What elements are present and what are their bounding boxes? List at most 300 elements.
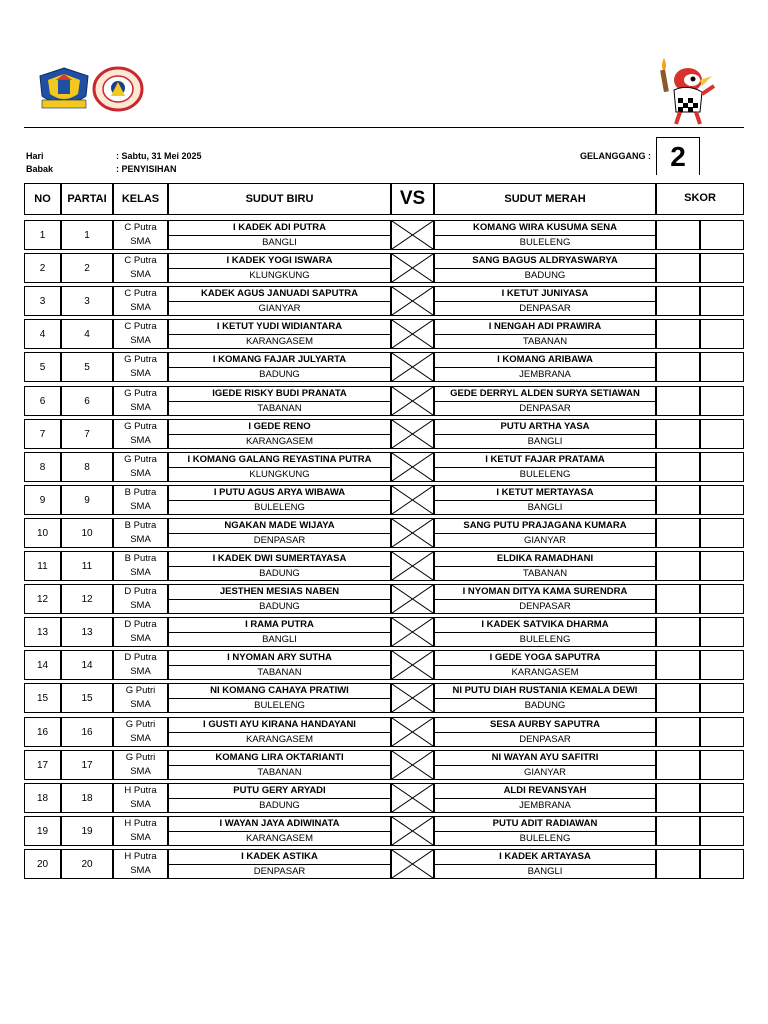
vs-cross-icon: [391, 617, 434, 647]
score-red-cell[interactable]: [700, 750, 744, 780]
red-athlete-name: SESA AURBY SAPUTRA: [435, 718, 655, 733]
table-row: [24, 518, 744, 548]
blue-corner: [168, 286, 391, 316]
red-athlete-team: BADUNG: [524, 699, 566, 711]
red-corner: [434, 319, 656, 349]
table-row: [24, 717, 744, 747]
match-partai: 13: [61, 617, 113, 647]
match-kelas: [113, 617, 168, 647]
match-kelas: [113, 518, 168, 548]
blue-athlete-name: IGEDE RISKY BUDI PRANATA: [169, 387, 390, 402]
red-corner: [434, 617, 656, 647]
col-header-kelas: KELAS: [113, 183, 168, 215]
score-blue-cell[interactable]: [656, 452, 700, 482]
match-no: 15: [24, 683, 61, 713]
blue-corner: [168, 319, 391, 349]
kelas-name: C Putra: [124, 321, 157, 333]
red-corner: [434, 286, 656, 316]
red-athlete-team: JEMBRANA: [519, 799, 571, 811]
vs-cross-icon: [391, 683, 434, 713]
table-row: [24, 485, 744, 515]
kelas-name: D Putra: [124, 586, 157, 598]
match-kelas: [113, 783, 168, 813]
blue-athlete-name: NI KOMANG CAHAYA PRATIWI: [169, 684, 390, 699]
score-blue-cell[interactable]: [656, 551, 700, 581]
match-kelas: [113, 683, 168, 713]
kelas-name: G Putra: [124, 454, 157, 466]
red-athlete-team: DENPASAR: [519, 402, 571, 414]
kelas-name: D Putra: [124, 619, 157, 631]
red-athlete-name: SANG PUTU PRAJAGANA KUMARA: [435, 519, 655, 534]
blue-athlete-team: KARANGASEM: [245, 832, 314, 844]
red-athlete-team: DENPASAR: [519, 302, 571, 314]
table-row: [24, 220, 744, 250]
blue-athlete-name: I PUTU AGUS ARYA WIBAWA: [169, 486, 390, 501]
blue-athlete-team: TABANAN: [257, 402, 302, 414]
match-kelas: [113, 286, 168, 316]
kelas-level: SMA: [130, 435, 151, 447]
kelas-name: G Putri: [125, 719, 156, 731]
blue-corner: [168, 518, 391, 548]
match-kelas: [113, 419, 168, 449]
kelas-level: SMA: [130, 633, 151, 645]
blue-athlete-name: NGAKAN MADE WIJAYA: [169, 519, 390, 534]
blue-athlete-name: KOMANG LIRA OKTARIANTI: [169, 751, 390, 766]
score-red-cell[interactable]: [700, 783, 744, 813]
table-row: [24, 253, 744, 283]
blue-athlete-team: KLUNGKUNG: [249, 468, 310, 480]
match-kelas: [113, 319, 168, 349]
hari-value: : Sabtu, 31 Mei 2025: [116, 151, 202, 161]
match-no: 1: [24, 220, 61, 250]
match-partai: 18: [61, 783, 113, 813]
red-athlete-team: DENPASAR: [519, 733, 571, 745]
match-partai: 17: [61, 750, 113, 780]
vs-cross-icon: [391, 286, 434, 316]
score-blue-cell[interactable]: [656, 617, 700, 647]
match-no: 6: [24, 386, 61, 416]
score-red-cell[interactable]: [700, 518, 744, 548]
score-red-cell[interactable]: [700, 650, 744, 680]
kelas-level: SMA: [130, 666, 151, 678]
match-kelas: [113, 386, 168, 416]
table-row: [24, 584, 744, 614]
score-blue-cell[interactable]: [656, 386, 700, 416]
score-red-cell[interactable]: [700, 452, 744, 482]
red-athlete-team: BANGLI: [527, 435, 563, 447]
babak-value: : PENYISIHAN: [116, 164, 177, 174]
score-red-cell[interactable]: [700, 319, 744, 349]
table-row: [24, 452, 744, 482]
col-header-partai: PARTAI: [61, 183, 113, 215]
match-no: 13: [24, 617, 61, 647]
match-no: 14: [24, 650, 61, 680]
blue-athlete-team: KARANGASEM: [245, 335, 314, 347]
match-kelas: [113, 253, 168, 283]
kelas-level: SMA: [130, 699, 151, 711]
red-athlete-team: GIANYAR: [523, 766, 567, 778]
score-red-cell[interactable]: [700, 617, 744, 647]
score-blue-cell[interactable]: [656, 518, 700, 548]
blue-athlete-team: KARANGASEM: [245, 435, 314, 447]
col-header-skor: SKOR: [656, 183, 744, 215]
kelas-name: H Putra: [124, 818, 157, 830]
match-no: 4: [24, 319, 61, 349]
blue-athlete-name: I KETUT YUDI WIDIANTARA: [169, 320, 390, 335]
match-no: 12: [24, 584, 61, 614]
vs-cross-icon: [391, 551, 434, 581]
match-no: 7: [24, 419, 61, 449]
score-blue-cell[interactable]: [656, 419, 700, 449]
red-athlete-name: I KOMANG ARIBAWA: [435, 353, 655, 368]
score-red-cell[interactable]: [700, 717, 744, 747]
blue-corner: [168, 650, 391, 680]
blue-athlete-team: KARANGASEM: [245, 733, 314, 745]
ipsi-logo-icon: [92, 66, 144, 112]
score-blue-cell[interactable]: [656, 352, 700, 382]
kelas-level: SMA: [130, 832, 151, 844]
blue-corner: [168, 584, 391, 614]
match-partai: 14: [61, 650, 113, 680]
vs-cross-icon: [391, 783, 434, 813]
score-red-cell[interactable]: [700, 352, 744, 382]
vs-cross-icon: [391, 518, 434, 548]
red-athlete-team: GIANYAR: [523, 534, 567, 546]
blue-athlete-team: BULELENG: [254, 501, 305, 513]
kelas-level: SMA: [130, 501, 151, 513]
blue-athlete-name: I KOMANG FAJAR JULYARTA: [169, 353, 390, 368]
blue-corner: [168, 617, 391, 647]
red-athlete-name: SANG BAGUS ALDRYASWARYA: [435, 254, 655, 269]
vs-cross-icon: [391, 485, 434, 515]
red-corner: [434, 253, 656, 283]
table-row: [24, 419, 744, 449]
blue-athlete-team: GIANYAR: [258, 302, 301, 314]
vs-cross-icon: [391, 650, 434, 680]
score-red-cell[interactable]: [700, 386, 744, 416]
score-blue-cell[interactable]: [656, 319, 700, 349]
red-corner: [434, 419, 656, 449]
score-red-cell[interactable]: [700, 419, 744, 449]
blue-athlete-name: I KADEK DWI SUMERTAYASA: [169, 552, 390, 567]
score-red-cell[interactable]: [700, 485, 744, 515]
blue-athlete-name: I KADEK YOGI ISWARA: [169, 254, 390, 269]
red-corner: [434, 717, 656, 747]
red-athlete-name: I KETUT JUNIYASA: [435, 287, 655, 302]
red-athlete-name: I GEDE YOGA SAPUTRA: [435, 651, 655, 666]
blue-corner: [168, 452, 391, 482]
score-blue-cell[interactable]: [656, 584, 700, 614]
table-row: [24, 816, 744, 846]
hari-label: Hari: [26, 151, 44, 161]
blue-athlete-name: PUTU GERY ARYADI: [169, 784, 390, 799]
red-corner: [434, 518, 656, 548]
kelas-level: SMA: [130, 733, 151, 745]
vs-cross-icon: [391, 352, 434, 382]
red-athlete-team: BULELENG: [519, 236, 571, 248]
match-kelas: [113, 551, 168, 581]
match-kelas: [113, 816, 168, 846]
score-red-cell[interactable]: [700, 849, 744, 879]
table-row: [24, 551, 744, 581]
kelas-name: C Putra: [124, 288, 157, 300]
red-corner: [434, 783, 656, 813]
kelas-level: SMA: [130, 567, 151, 579]
red-athlete-name: I NENGAH ADI PRAWIRA: [435, 320, 655, 335]
blue-corner: [168, 717, 391, 747]
score-blue-cell[interactable]: [656, 783, 700, 813]
red-corner: [434, 584, 656, 614]
kelas-name: C Putra: [124, 255, 157, 267]
red-corner: [434, 849, 656, 879]
score-red-cell[interactable]: [700, 816, 744, 846]
blue-corner: [168, 816, 391, 846]
match-partai: 10: [61, 518, 113, 548]
score-red-cell[interactable]: [700, 584, 744, 614]
score-red-cell[interactable]: [700, 286, 744, 316]
vs-cross-icon: [391, 849, 434, 879]
match-no: 8: [24, 452, 61, 482]
kelas-level: SMA: [130, 799, 151, 811]
col-header-vs: VS: [391, 183, 434, 215]
table-row: [24, 352, 744, 382]
header-divider: [24, 127, 744, 128]
match-partai: 3: [61, 286, 113, 316]
kelas-level: SMA: [130, 766, 151, 778]
kelas-name: H Putra: [124, 851, 157, 863]
match-partai: 8: [61, 452, 113, 482]
blue-athlete-name: I NYOMAN ARY SUTHA: [169, 651, 390, 666]
babak-label: Babak: [26, 164, 54, 174]
match-kelas: [113, 220, 168, 250]
table-row: [24, 783, 744, 813]
blue-corner: [168, 750, 391, 780]
match-no: 18: [24, 783, 61, 813]
blue-corner: [168, 253, 391, 283]
match-no: 17: [24, 750, 61, 780]
match-partai: 11: [61, 551, 113, 581]
match-no: 2: [24, 253, 61, 283]
vs-cross-icon: [391, 452, 434, 482]
red-athlete-name: I KETUT MERTAYASA: [435, 486, 655, 501]
match-no: 11: [24, 551, 61, 581]
kelas-name: B Putra: [124, 553, 157, 565]
blue-athlete-team: BADUNG: [259, 567, 300, 579]
vs-cross-icon: [391, 584, 434, 614]
red-athlete-name: ALDI REVANSYAH: [435, 784, 655, 799]
match-kelas: [113, 452, 168, 482]
blue-corner: [168, 220, 391, 250]
blue-athlete-team: BULELENG: [254, 699, 305, 711]
vs-cross-icon: [391, 253, 434, 283]
score-red-cell[interactable]: [700, 253, 744, 283]
match-partai: 4: [61, 319, 113, 349]
red-athlete-name: KOMANG WIRA KUSUMA SENA: [435, 221, 655, 236]
kelas-name: G Putri: [125, 752, 156, 764]
match-kelas: [113, 584, 168, 614]
blue-corner: [168, 419, 391, 449]
match-partai: 16: [61, 717, 113, 747]
match-kelas: [113, 650, 168, 680]
blue-corner: [168, 485, 391, 515]
blue-athlete-team: TABANAN: [257, 766, 302, 778]
score-blue-cell[interactable]: [656, 286, 700, 316]
col-header-sudut-biru: SUDUT BIRU: [168, 183, 391, 215]
match-no: 20: [24, 849, 61, 879]
score-blue-cell[interactable]: [656, 220, 700, 250]
score-blue-cell[interactable]: [656, 253, 700, 283]
score-red-cell[interactable]: [700, 683, 744, 713]
red-athlete-team: DENPASAR: [519, 600, 571, 612]
score-blue-cell[interactable]: [656, 816, 700, 846]
red-athlete-name: GEDE DERRYL ALDEN SURYA SETIAWAN: [435, 387, 655, 402]
vs-cross-icon: [391, 717, 434, 747]
blue-athlete-name: I WAYAN JAYA ADIWINATA: [169, 817, 390, 832]
blue-athlete-team: BADUNG: [259, 799, 300, 811]
match-no: 10: [24, 518, 61, 548]
table-row: [24, 750, 744, 780]
blue-athlete-team: BADUNG: [259, 600, 300, 612]
match-kelas: [113, 485, 168, 515]
blue-athlete-team: DENPASAR: [253, 865, 306, 877]
table-row: [24, 617, 744, 647]
kelas-level: SMA: [130, 865, 151, 877]
blue-athlete-name: JESTHEN MESIAS NABEN: [169, 585, 390, 600]
match-no: 19: [24, 816, 61, 846]
blue-corner: [168, 551, 391, 581]
blue-corner: [168, 783, 391, 813]
match-partai: 5: [61, 352, 113, 382]
blue-corner: [168, 386, 391, 416]
table-row: [24, 286, 744, 316]
kelas-name: H Putra: [124, 785, 157, 797]
red-athlete-name: I KETUT FAJAR PRATAMA: [435, 453, 655, 468]
red-athlete-name: I NYOMAN DITYA KAMA SURENDRA: [435, 585, 655, 600]
red-athlete-team: TABANAN: [522, 567, 568, 579]
red-athlete-name: I KADEK ARTAYASA: [435, 850, 655, 865]
vs-cross-icon: [391, 750, 434, 780]
score-blue-cell[interactable]: [656, 485, 700, 515]
col-header-no: NO: [24, 183, 61, 215]
blue-athlete-name: I KADEK ASTIKA: [169, 850, 390, 865]
blue-athlete-team: KLUNGKUNG: [249, 269, 310, 281]
red-corner: [434, 220, 656, 250]
vs-cross-icon: [391, 319, 434, 349]
match-no: 5: [24, 352, 61, 382]
red-athlete-name: NI WAYAN AYU SAFITRI: [435, 751, 655, 766]
blue-athlete-team: BADUNG: [259, 368, 300, 380]
match-no: 3: [24, 286, 61, 316]
blue-corner: [168, 352, 391, 382]
red-athlete-team: BULELENG: [519, 633, 571, 645]
score-blue-cell[interactable]: [656, 849, 700, 879]
bali-province-logo-icon: [36, 66, 92, 112]
kelas-level: SMA: [130, 368, 151, 380]
kelas-level: SMA: [130, 335, 151, 347]
kelas-name: G Putri: [125, 685, 156, 697]
red-athlete-team: BANGLI: [527, 865, 563, 877]
match-kelas: [113, 750, 168, 780]
table-row: [24, 683, 744, 713]
match-no: 16: [24, 717, 61, 747]
red-athlete-name: ELDIKA RAMADHANI: [435, 552, 655, 567]
red-athlete-team: BANGLI: [527, 501, 563, 513]
match-partai: 6: [61, 386, 113, 416]
match-partai: 7: [61, 419, 113, 449]
gelanggang-label: GELANGGANG :: [580, 151, 651, 161]
kelas-level: SMA: [130, 269, 151, 281]
blue-athlete-team: BANGLI: [262, 633, 297, 645]
red-corner: [434, 452, 656, 482]
match-partai: 12: [61, 584, 113, 614]
score-red-cell[interactable]: [700, 551, 744, 581]
red-corner: [434, 816, 656, 846]
blue-athlete-name: I KOMANG GALANG REYASTINA PUTRA: [169, 453, 390, 468]
kelas-level: SMA: [130, 534, 151, 546]
vs-cross-icon: [391, 220, 434, 250]
kelas-name: G Putra: [124, 354, 157, 366]
blue-corner: [168, 683, 391, 713]
red-corner: [434, 551, 656, 581]
gelanggang-number: 2: [656, 137, 700, 175]
match-partai: 20: [61, 849, 113, 879]
red-corner: [434, 352, 656, 382]
red-athlete-name: NI PUTU DIAH RUSTANIA KEMALA DEWI: [435, 684, 655, 699]
red-corner: [434, 386, 656, 416]
match-partai: 9: [61, 485, 113, 515]
kelas-name: B Putra: [124, 487, 157, 499]
red-athlete-team: KARANGASEM: [511, 666, 579, 678]
blue-athlete-team: BANGLI: [262, 236, 297, 248]
match-kelas: [113, 717, 168, 747]
kelas-name: C Putra: [124, 222, 157, 234]
kelas-name: G Putra: [124, 421, 157, 433]
kelas-level: SMA: [130, 236, 151, 248]
red-athlete-team: BULELENG: [519, 468, 571, 480]
match-partai: 2: [61, 253, 113, 283]
blue-athlete-team: DENPASAR: [253, 534, 306, 546]
vs-cross-icon: [391, 419, 434, 449]
blue-athlete-name: I GUSTI AYU KIRANA HANDAYANI: [169, 718, 390, 733]
blue-athlete-name: I KADEK ADI PUTRA: [169, 221, 390, 236]
score-red-cell[interactable]: [700, 220, 744, 250]
score-blue-cell[interactable]: [656, 683, 700, 713]
match-partai: 15: [61, 683, 113, 713]
blue-corner: [168, 849, 391, 879]
match-kelas: [113, 352, 168, 382]
table-row: [24, 849, 744, 879]
match-partai: 1: [61, 220, 113, 250]
score-blue-cell[interactable]: [656, 750, 700, 780]
red-corner: [434, 750, 656, 780]
red-athlete-team: TABANAN: [522, 335, 568, 347]
score-blue-cell[interactable]: [656, 717, 700, 747]
col-header-sudut-merah: SUDUT MERAH: [434, 183, 656, 215]
kelas-level: SMA: [130, 468, 151, 480]
red-athlete-team: BADUNG: [524, 269, 566, 281]
blue-athlete-team: TABANAN: [257, 666, 302, 678]
red-corner: [434, 650, 656, 680]
red-athlete-team: JEMBRANA: [519, 368, 571, 380]
red-athlete-name: PUTU ADIT RADIAWAN: [435, 817, 655, 832]
table-row: [24, 386, 744, 416]
kelas-name: B Putra: [124, 520, 157, 532]
score-blue-cell[interactable]: [656, 650, 700, 680]
kelas-name: G Putra: [124, 388, 157, 400]
table-row: [24, 650, 744, 680]
red-athlete-team: BULELENG: [519, 832, 571, 844]
vs-cross-icon: [391, 386, 434, 416]
